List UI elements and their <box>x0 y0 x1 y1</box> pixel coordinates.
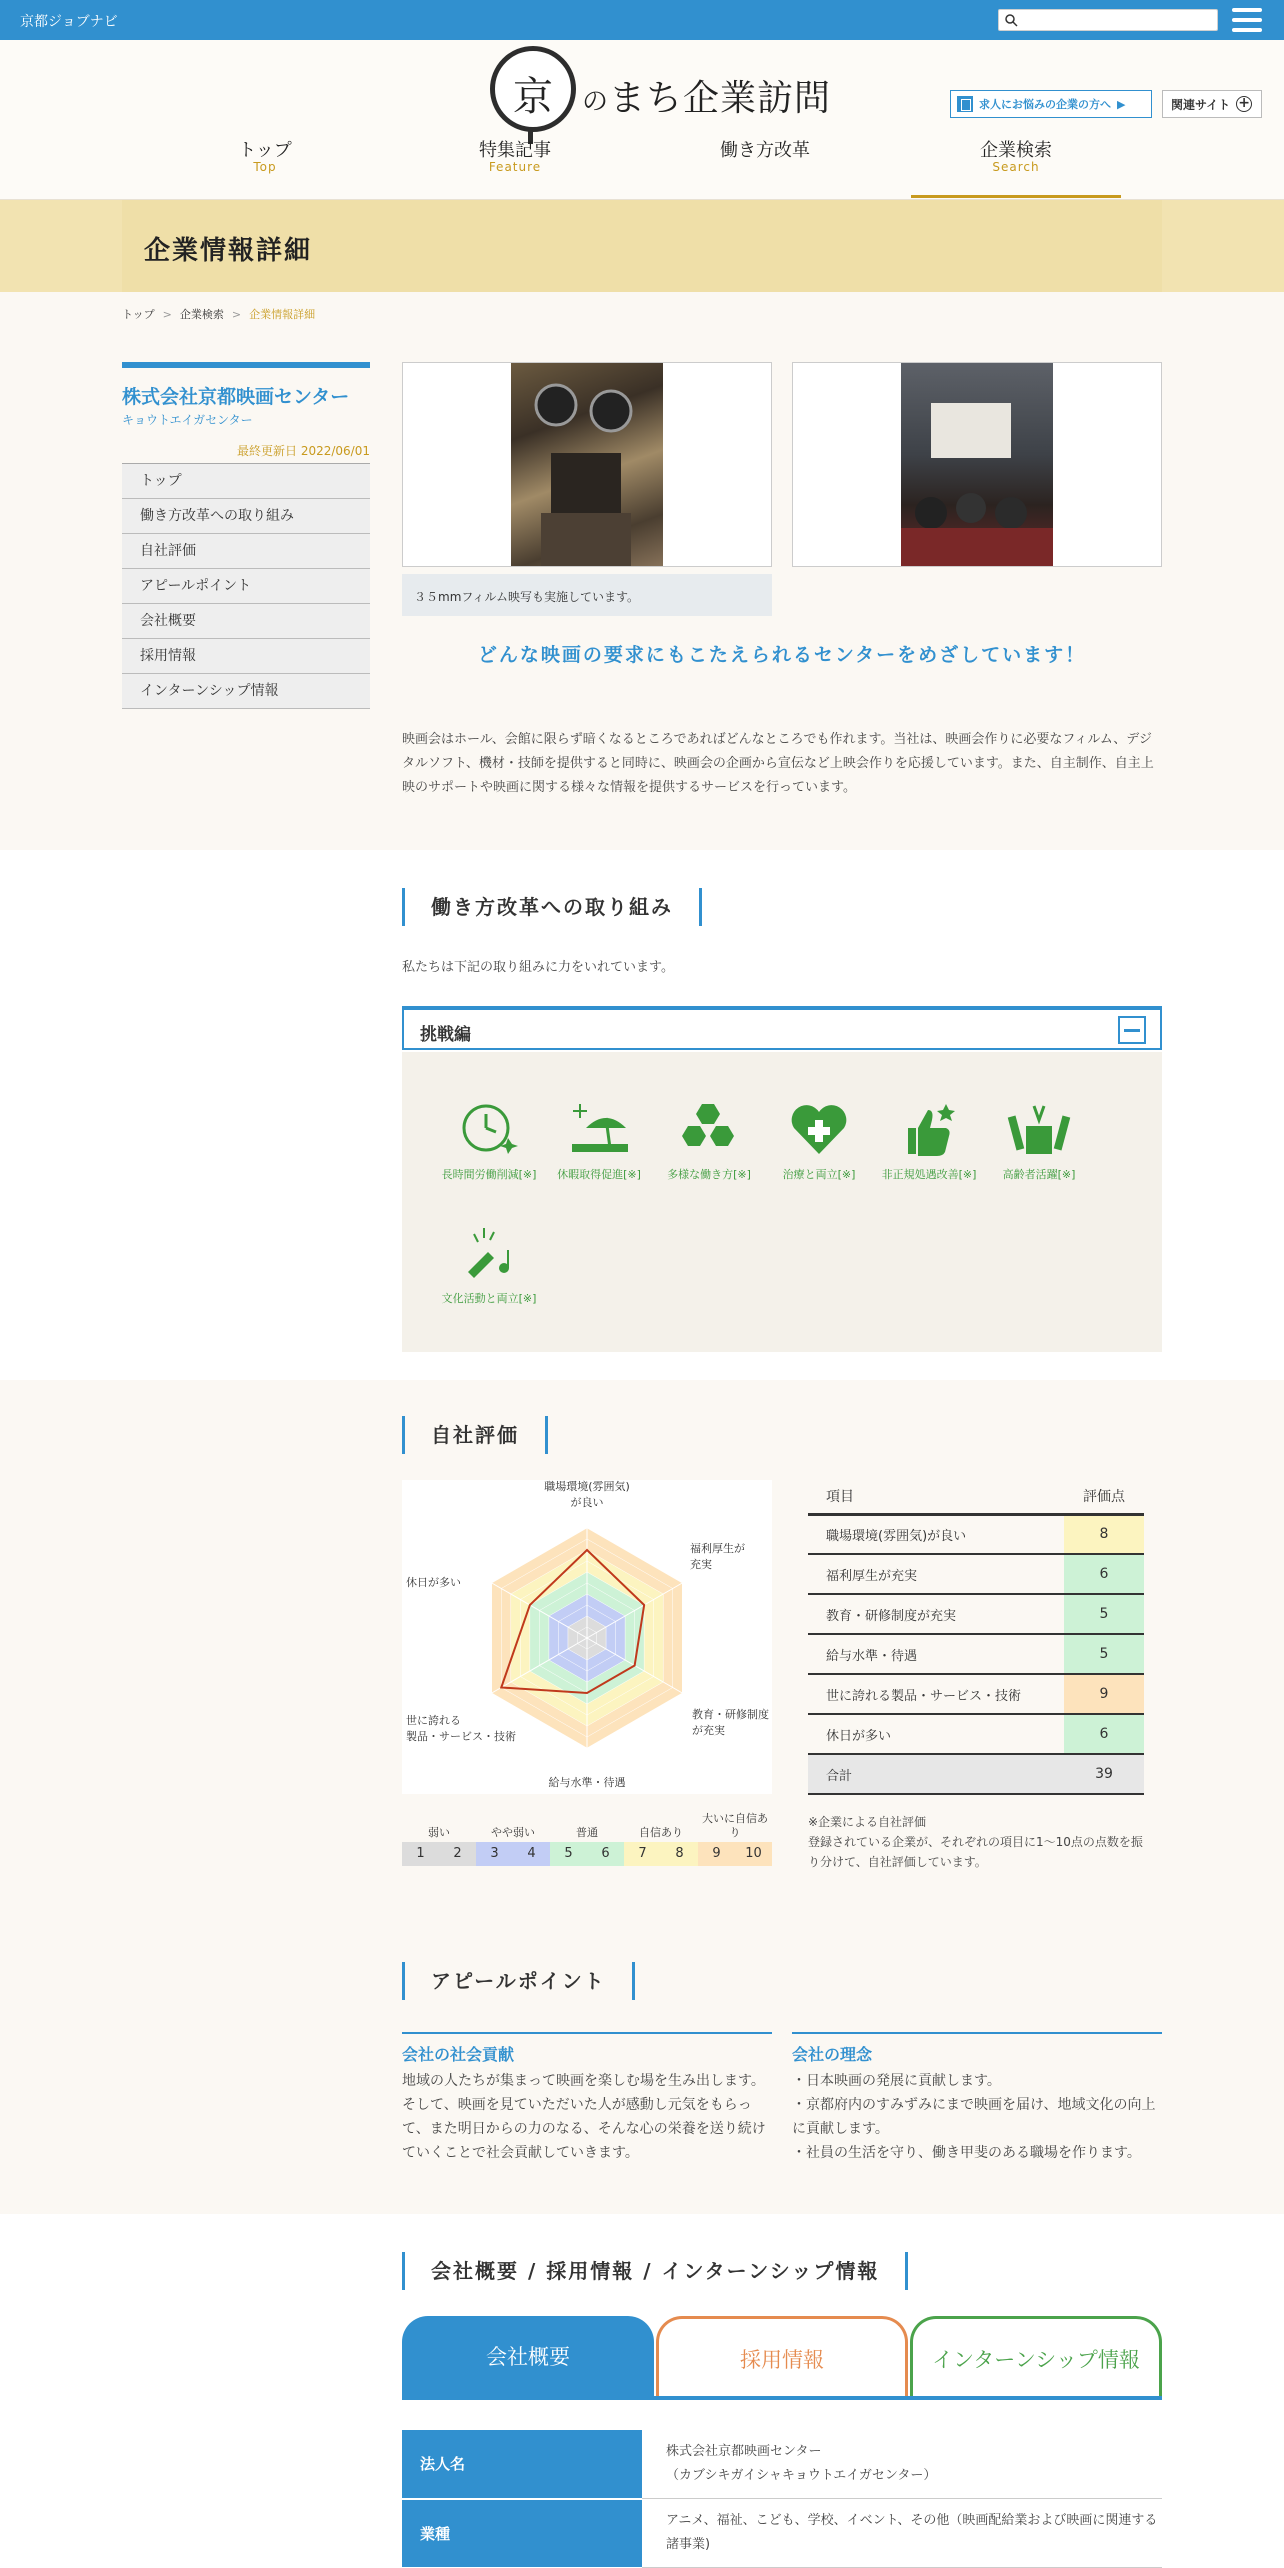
total-label: 合計 <box>808 1754 1064 1794</box>
work-reform-lead: 私たちは下記の取り組みに力をいれています。 <box>402 960 674 975</box>
philosophy-line: ・京都府内のすみずみにまで映画を届け、地域文化の向上に貢献します。 <box>792 2097 1156 2137</box>
scale-cell: 7 <box>624 1842 661 1866</box>
info-value: 株式会社京都映画センター <box>666 2444 822 2459</box>
heart-plus-icon <box>784 1098 854 1160</box>
search-icon <box>1004 13 1018 27</box>
nav-search[interactable]: 企業検索 Search <box>911 132 1121 198</box>
sidebar-item-recruit[interactable]: 採用情報 <box>122 639 370 674</box>
document-icon <box>957 96 973 112</box>
logo-circle-icon: 京 <box>490 46 576 132</box>
badge-treatment: 治療と両立[※] <box>764 1098 874 1182</box>
radar-axis-label: 休日が多い <box>406 1576 461 1589</box>
evaluation-score: 5 <box>1064 1634 1144 1674</box>
evaluation-row <box>808 1634 1144 1674</box>
logo-text: のまち企業訪問 <box>582 78 832 119</box>
nav-work-reform[interactable]: 働き方改革 <box>720 140 810 161</box>
evaluation-item: 教育・研修制度が充実 <box>808 1594 1064 1634</box>
radar-chart-svg <box>402 1480 772 1794</box>
photo-screening <box>792 362 1162 567</box>
breadcrumb-top[interactable]: トップ <box>122 308 155 321</box>
evaluation-item: 休日が多い <box>808 1714 1064 1754</box>
hands-icon <box>1004 1098 1074 1160</box>
thumbs-up-icon <box>894 1098 964 1160</box>
scale-label-normal: 普通 <box>576 1826 598 1839</box>
sidebar-item-top[interactable]: トップ <box>122 464 370 499</box>
evaluation-row <box>808 1514 1144 1554</box>
triangle-right-icon: ▶ <box>1117 97 1126 111</box>
clock-icon <box>454 1098 524 1160</box>
evaluation-score: 9 <box>1064 1674 1144 1714</box>
tab-recruit[interactable]: 採用情報 <box>656 2316 908 2398</box>
info-value-kana: （カブシキガイシャキョウトエイガセンター） <box>666 2468 937 2483</box>
evaluation-item: 職場環境(雰囲気)が良い <box>808 1514 1064 1554</box>
scale-label-weak: 弱い <box>428 1826 450 1839</box>
radar-axis-label: 給与水準・待遇 <box>548 1776 626 1789</box>
site-header <box>0 40 1284 200</box>
appeal-philosophy <box>792 2032 1162 2165</box>
projector-image <box>511 363 663 566</box>
appeal-social-title: 会社の社会貢献 <box>402 2032 772 2065</box>
challenge-panel-title: 挑戦編 <box>420 1025 471 1045</box>
scale-cell: 4 <box>513 1842 550 1866</box>
sidebar-item-work-reform[interactable]: 働き方改革への取り組み <box>122 499 370 534</box>
scale-cell: 9 <box>698 1842 735 1866</box>
info-label: 業種 <box>402 2499 642 2568</box>
total-score: 39 <box>1064 1754 1144 1794</box>
beach-icon <box>564 1098 634 1160</box>
recruit-inquiry-button[interactable]: 求人にお悩みの企業の方へ ▶ <box>950 90 1152 118</box>
evaluation-item: 福利厚生が充実 <box>808 1554 1064 1594</box>
scale-cell: 3 <box>476 1842 513 1866</box>
evaluation-row <box>808 1554 1144 1594</box>
search-input[interactable] <box>1023 12 1213 28</box>
evaluation-row <box>808 1674 1144 1714</box>
breadcrumb: トップ > 企業検索 > 企業情報詳細 <box>122 308 316 321</box>
nav-feature[interactable]: 特集記事 Feature <box>479 140 551 174</box>
evaluation-score: 6 <box>1064 1714 1144 1754</box>
top-bar <box>0 0 1284 40</box>
radar-axis-label: 世に誇れる製品・サービス・技術 <box>406 1714 516 1743</box>
challenge-badges <box>402 1052 1162 1352</box>
sidebar-menu <box>122 463 370 709</box>
evaluation-score: 6 <box>1064 1554 1144 1594</box>
screening-image <box>901 363 1053 566</box>
scale-label-slightly-weak: やや弱い <box>491 1826 535 1839</box>
last-updated: 最終更新日 2022/06/01 <box>236 444 370 458</box>
radar-axis-label: 福利厚生が充実 <box>690 1542 745 1571</box>
collapse-minus-icon[interactable] <box>1118 1016 1146 1044</box>
tab-company-overview[interactable]: 会社概要 <box>402 2316 654 2398</box>
philosophy-line: ・日本映画の発展に貢献します。 <box>792 2073 1001 2089</box>
badge-elderly: 高齢者活躍[※] <box>984 1098 1094 1182</box>
sidebar-item-evaluation[interactable]: 自社評価 <box>122 534 370 569</box>
catchcopy: どんな映画の要求にもこたえられるセンターをめざしています！ <box>477 644 1087 666</box>
related-sites-button[interactable]: 関連サイト + <box>1162 90 1262 118</box>
badge-nonregular: 非正規処遇改善[※] <box>874 1098 984 1182</box>
evaluation-item: 世に誇れる製品・サービス・技術 <box>808 1674 1064 1714</box>
radar-axis-label: 職場環境(雰囲気)が良い <box>544 1480 630 1509</box>
info-row-corp-name <box>402 2430 1162 2499</box>
photo-projector <box>402 362 772 567</box>
scale-cell: 10 <box>735 1842 772 1866</box>
appeal-social <box>402 2032 772 2165</box>
badge-culture: 文化活動と両立[※] <box>434 1222 544 1306</box>
evaluation-table <box>808 1480 1144 1795</box>
info-label: 法人名 <box>402 2430 642 2499</box>
work-reform-title: 働き方改革への取り組み <box>402 888 702 926</box>
evaluation-score: 8 <box>1064 1514 1144 1554</box>
scale-cell: 5 <box>550 1842 587 1866</box>
page-title-band <box>0 200 1284 292</box>
radar-axis-label: 教育・研修制度が充実 <box>692 1708 769 1737</box>
company-name: 株式会社京都映画センター <box>122 386 350 408</box>
company-info-title: 会社概要 / 採用情報 / インターンシップ情報 <box>402 2252 908 2290</box>
company-sidebar <box>122 362 370 709</box>
breadcrumb-search[interactable]: 企業検索 <box>179 308 224 321</box>
company-intro: 映画会はホール、会館に限らず暗くなるところであればどんなところでも作れます。当社は、映画会作りに必要なフィルム、デジタルソフト、機材・技師を提供すると同時に、映画会の企画から宣伝など上映会作りを応援しています。また、自主制作、自主上映のサポートや映画に関する様々な情報を提供するサービスを行っています。 <box>402 732 1154 795</box>
scale-cell: 6 <box>587 1842 624 1866</box>
info-row-industry <box>402 2499 1162 2568</box>
evaluation-title: 自社評価 <box>402 1416 548 1454</box>
scale-cell: 2 <box>439 1842 476 1866</box>
company-info-table <box>402 2430 1162 2568</box>
hamburger-menu-icon[interactable] <box>1232 8 1262 32</box>
appeal-philosophy-title: 会社の理念 <box>792 2032 1162 2065</box>
sidebar-item-internship[interactable]: インターンシップ情報 <box>122 674 370 709</box>
scale-label-confident: 自信あり <box>639 1826 683 1839</box>
tab-internship[interactable]: インターンシップ情報 <box>910 2316 1162 2398</box>
badge-long-hours: 長時間労働削減[※] <box>434 1098 544 1182</box>
sidebar-item-appeal[interactable]: アピールポイント <box>122 569 370 604</box>
scale-label-very-confident: 大いに自信あり <box>702 1812 768 1839</box>
breadcrumb-current: 企業情報詳細 <box>249 308 316 321</box>
score-scale-legend <box>402 1812 772 1866</box>
evaluation-row <box>808 1594 1144 1634</box>
badge-diverse: 多様な働き方[※] <box>654 1098 764 1182</box>
site-logo[interactable] <box>490 46 832 142</box>
page-title: 企業情報詳細 <box>144 236 313 266</box>
appeal-title: アピールポイント <box>402 1962 635 2000</box>
photo-caption: ３５mmフィルム映写も実施しています。 <box>402 574 772 616</box>
evaluation-item: 給与水準・待遇 <box>808 1634 1064 1674</box>
nav-top[interactable]: トップ Top <box>238 140 292 174</box>
evaluation-row <box>808 1714 1144 1754</box>
scale-cell: 8 <box>661 1842 698 1866</box>
evaluation-note: ※企業による自社評価 登録されている企業が、それぞれの項目に1〜10点の点数を振り分けて、自社評価しています。 <box>808 1815 1143 1869</box>
scale-cell: 1 <box>402 1842 439 1866</box>
company-kana: キョウトエイガセンター <box>122 413 253 427</box>
sidebar-item-company-overview[interactable]: 会社概要 <box>122 604 370 639</box>
radar-chart <box>402 1480 772 1794</box>
plus-circle-icon: + <box>1236 96 1252 112</box>
col-item: 項目 <box>808 1480 1064 1514</box>
site-name-link[interactable]: 京都ジョブナビ <box>20 14 118 30</box>
evaluation-score: 5 <box>1064 1594 1144 1634</box>
badge-leave: 休暇取得促進[※] <box>544 1098 654 1182</box>
philosophy-line: ・社員の生活を守り、働き甲斐のある職場を作ります。 <box>792 2145 1141 2161</box>
appeal-social-body: 地域の人たちが集まって映画を楽しむ場を生み出します。そして、映画を見ていただいた人が感動し元気をもらって、また明日からの力のなる、そんな心の栄養を送り続けていくことで社会貢献していきます。 <box>402 2073 766 2161</box>
music-icon <box>454 1222 524 1284</box>
search-box[interactable] <box>998 9 1218 31</box>
col-score: 評価点 <box>1064 1480 1144 1514</box>
challenge-panel-header[interactable] <box>402 1006 1162 1050</box>
info-value: アニメ、福祉、こども、学校、イベント、その他（映画配給業および映画に関連する諸事業) <box>642 2499 1162 2568</box>
hexagon-icon <box>674 1098 744 1160</box>
